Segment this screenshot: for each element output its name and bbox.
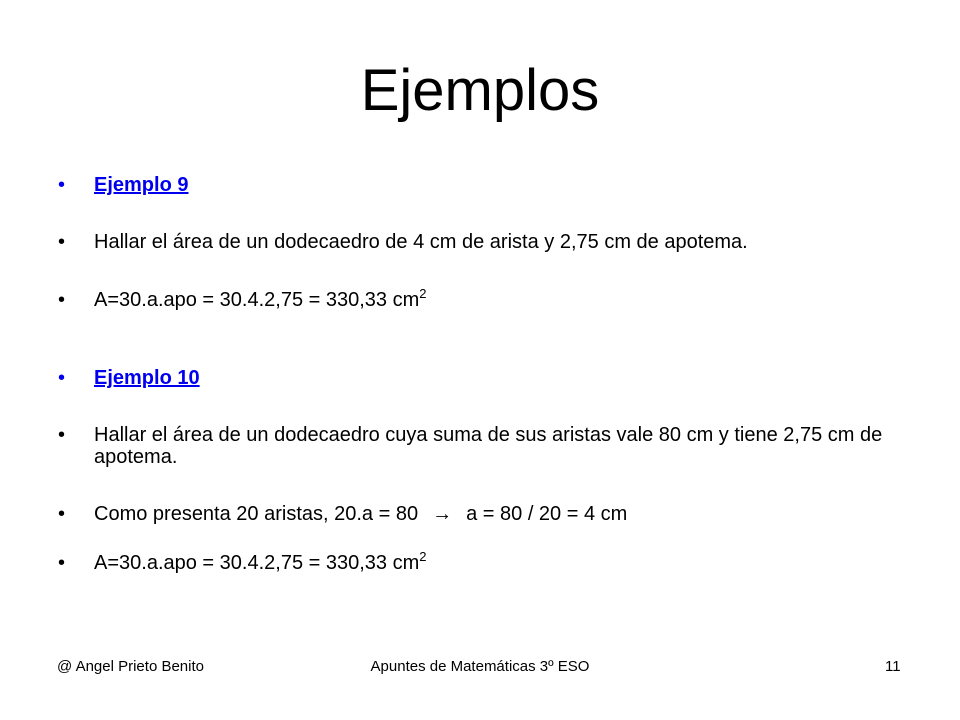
deduction-before: Como presenta 20 aristas, 20.a = 80 xyxy=(94,503,419,525)
footer-course: Apuntes de Matemáticas 3º ESO xyxy=(370,658,590,675)
bullet-solution-9 xyxy=(58,286,898,311)
bullet-dot: • xyxy=(58,174,66,196)
deduction-after: a = 80 / 20 = 4 cm xyxy=(466,503,628,525)
bullet-ejemplo-10[interactable] xyxy=(58,367,898,389)
arrow-right-icon: → xyxy=(432,503,453,525)
bullet-deduction-10 xyxy=(58,503,898,525)
ejemplo-9-link[interactable]: Ejemplo 9 xyxy=(94,174,189,196)
problem-10-text: Hallar el área de un dodecaedro cuya suma de sus aristas vale 80 cm y tiene 2,75 cm de apotema. xyxy=(94,424,883,468)
solution-9-exponent: 2 xyxy=(419,286,427,301)
footer-page-number: 11 xyxy=(885,658,901,675)
bullet-problem-9 xyxy=(58,231,898,253)
solution-9-text xyxy=(94,286,898,311)
bullet-ejemplo-9[interactable] xyxy=(58,174,898,196)
bullet-dot: • xyxy=(58,503,66,525)
solution-10-exponent: 2 xyxy=(419,549,427,564)
footer-author: @ Angel Prieto Benito xyxy=(57,658,204,675)
bullet-dot: • xyxy=(58,367,66,389)
bullet-dot: • xyxy=(58,289,66,311)
slide-title: Ejemplos xyxy=(360,58,600,123)
solution-10-text xyxy=(94,549,898,574)
bullet-solution-10 xyxy=(58,549,898,574)
deduction-10-text xyxy=(94,503,898,525)
solution-10-formula: A=30.a.apo = 30.4.2,75 = 330,33 cm xyxy=(94,552,420,574)
bullet-dot: • xyxy=(58,552,66,574)
bullet-dot: • xyxy=(58,231,66,253)
ejemplo-10-link[interactable]: Ejemplo 10 xyxy=(94,367,200,389)
bullet-dot: • xyxy=(58,424,66,446)
bullet-problem-10 xyxy=(58,424,898,468)
problem-9-text: Hallar el área de un dodecaedro de 4 cm de arista y 2,75 cm de apotema. xyxy=(94,231,748,253)
solution-9-formula: A=30.a.apo = 30.4.2,75 = 330,33 cm xyxy=(94,289,420,311)
